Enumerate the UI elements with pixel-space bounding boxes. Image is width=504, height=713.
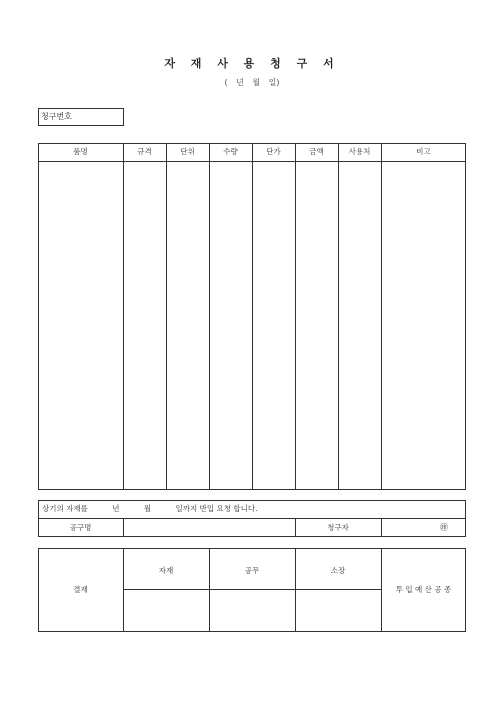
return-request-note	[42, 501, 262, 517]
header-remarks: 비고	[416, 147, 431, 156]
project-name-field[interactable]	[124, 519, 295, 536]
return-note-year: 년	[112, 504, 120, 513]
approval-role-materials: 자재	[158, 566, 174, 575]
item-table-body[interactable]	[38, 162, 466, 490]
header-item-name: 품명	[73, 147, 88, 156]
seal-icon: ㊞	[440, 523, 448, 532]
document-title: 자 재 사 용 청 구 서	[164, 57, 340, 70]
header-unit-price: 단가	[266, 147, 281, 156]
approval-role-site-manager: 소장	[330, 566, 346, 575]
approval-label: 결재	[73, 585, 88, 594]
return-note-text-2: 일까지 반입 요청 합니다.	[175, 504, 258, 513]
approval-sign-materials[interactable]	[124, 590, 209, 631]
document-date-line: ( 년 월 일)	[224, 78, 280, 87]
header-amount: 금액	[309, 147, 324, 156]
approval-role-engineering: 공무	[244, 566, 260, 575]
header-usage-location: 사용처	[348, 147, 371, 156]
claim-number-label: 청구번호	[41, 112, 72, 121]
project-name-label: 공구명	[69, 523, 92, 532]
approval-sign-engineering[interactable]	[210, 590, 295, 631]
requester-field[interactable]	[382, 519, 466, 536]
approval-sign-site-manager[interactable]	[296, 590, 381, 631]
header-unit: 단위	[180, 147, 195, 156]
header-spec: 규격	[137, 147, 152, 156]
return-note-month: 월	[143, 504, 152, 513]
header-quantity: 수량	[223, 147, 238, 156]
requester-label: 청구자	[327, 523, 349, 532]
return-note-text-1: 상기의 자재를	[42, 504, 88, 513]
budget-work-type-label: 투 입 예 산 공 종	[395, 585, 452, 594]
claim-number-box[interactable]	[38, 108, 124, 126]
